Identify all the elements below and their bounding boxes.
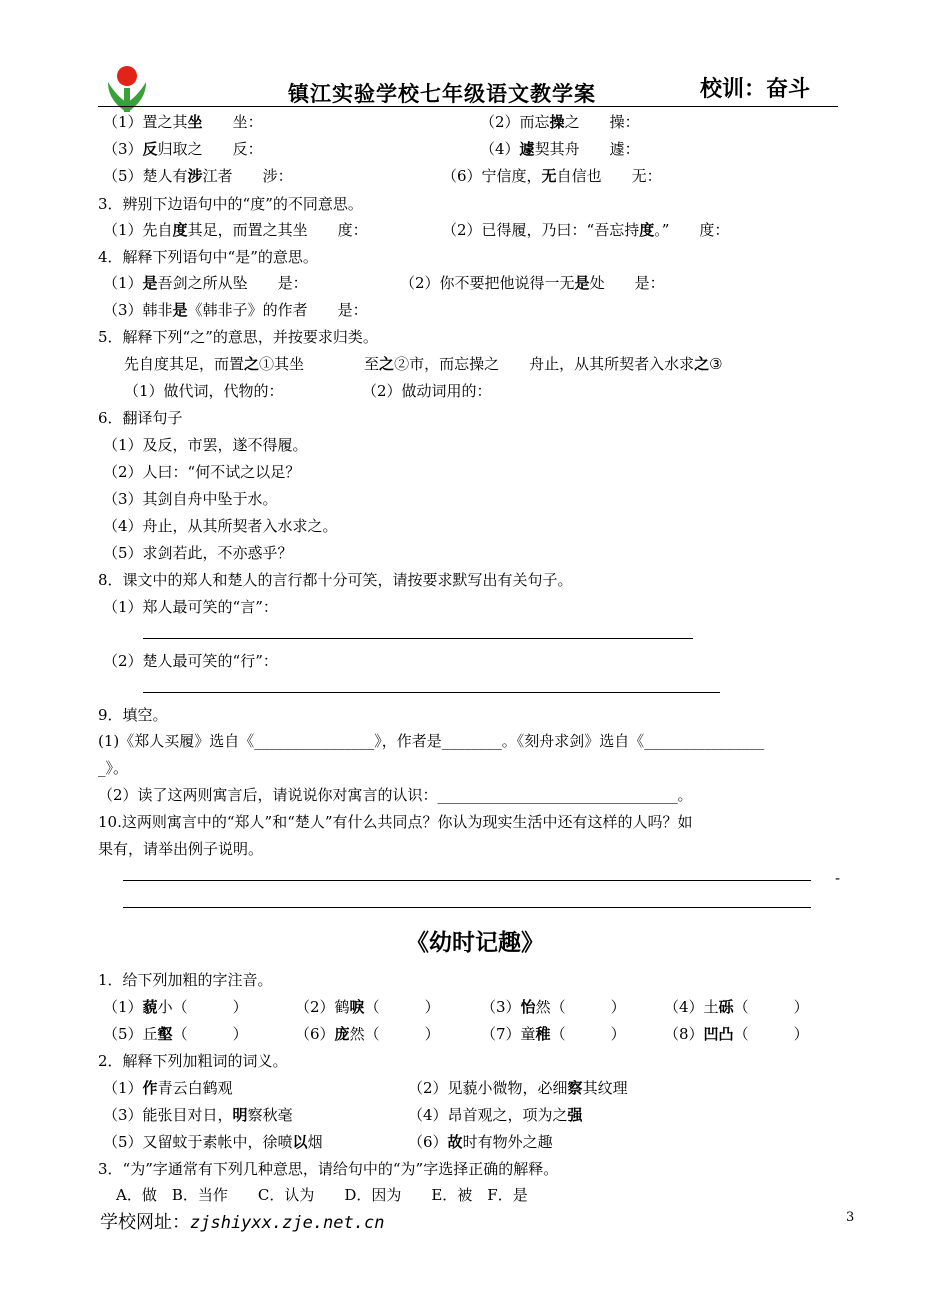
q5-category-1: （1）做代词，代物的： bbox=[124, 382, 284, 400]
q5-prompt: 5．解释下列“之”的意思，并按要求归类。 bbox=[98, 328, 378, 346]
header-rule bbox=[98, 106, 838, 107]
q3-prompt: 3．辨别下边语句中的“度”的不同意思。 bbox=[98, 195, 363, 213]
q9-prompt: 9．填空。 bbox=[98, 706, 168, 724]
s2-q1-item-7: （7）童稚（ ） bbox=[481, 1025, 626, 1043]
s2-q1-item-6: （6）庞然（ ） bbox=[295, 1025, 440, 1043]
s2-q1-item-1: （1）藐小（ ） bbox=[103, 998, 248, 1016]
q4-item-2: （2）你不要把他说得一无是处 是： bbox=[400, 274, 665, 292]
q8-answer-line-1[interactable] bbox=[143, 638, 693, 639]
school-website-url[interactable]: zjshiyxx.zje.net.cn bbox=[190, 1213, 385, 1233]
school-motto: 校训：奋斗 bbox=[700, 76, 811, 102]
q4-item-1: （1）是吾剑之所从坠 是： bbox=[103, 274, 308, 292]
q6-prompt: 6．翻译句子 bbox=[98, 409, 183, 427]
q8-item-2: （2）楚人最可笑的“行”： bbox=[103, 652, 278, 670]
q2-item-1: （1）置之其坐 坐： bbox=[103, 113, 263, 131]
q5-sentence: 先自度其足，而置之①其坐 至之②市，而忘操之 舟止，从其所契者入水求之③ bbox=[124, 355, 723, 373]
section-title: 《幼时记趣》 bbox=[406, 929, 544, 956]
s2-q2-item-6: （6）故时有物外之趣 bbox=[408, 1133, 553, 1151]
q4-prompt: 4．解释下列语句中“是”的意思。 bbox=[98, 248, 318, 266]
s2-q2-item-1: （1）作青云白鹤观 bbox=[103, 1079, 233, 1097]
school-website[interactable]: 学校网址：zjshiyxx.zje.net.cn bbox=[100, 1212, 385, 1233]
s2-q1-item-8: （8）凹凸（ ） bbox=[664, 1025, 809, 1043]
q3-item-1: （1）先自度其足，而置之其坐 度： bbox=[103, 221, 368, 239]
s2-q2-item-2: （2）见藐小微物，必细察其纹理 bbox=[408, 1079, 628, 1097]
s2-q1-item-2: （2）鹤唳（ ） bbox=[295, 998, 440, 1016]
q2-item-6: （6）宁信度，无自信也 无： bbox=[442, 167, 662, 185]
q3-item-2: （2）已得履，乃曰：“吾忘持度。” 度： bbox=[442, 221, 730, 239]
s2-q2-item-4: （4）昂首观之，项为之强 bbox=[408, 1106, 583, 1124]
q6-item-5: （5）求剑若此，不亦惑乎？ bbox=[103, 544, 293, 562]
q2-item-5: （5）楚人有涉江者 涉： bbox=[103, 167, 293, 185]
q2-item-4: （4）遽契其舟 遽： bbox=[480, 140, 640, 158]
q6-item-4: （4）舟止，从其所契者入水求之。 bbox=[103, 517, 338, 535]
s2-q1-item-5: （5）丘壑（ ） bbox=[103, 1025, 248, 1043]
q9-fill-1-cont[interactable]: _》。 bbox=[98, 759, 129, 777]
q10-answer-line-2[interactable] bbox=[123, 907, 811, 908]
q8-answer-line-2[interactable] bbox=[143, 692, 720, 693]
s2-q1-prompt: 1．给下列加粗的字注音。 bbox=[98, 971, 273, 989]
q6-item-1: （1）及反，市罢，遂不得履。 bbox=[103, 436, 308, 454]
s2-q1-item-3: （3）怡然（ ） bbox=[481, 998, 626, 1016]
s2-q2-item-5: （5）又留蚊于素帐中，徐喷以烟 bbox=[103, 1133, 323, 1151]
s2-q3-options: A．做 B．当作 C．认为 D．因为 E．被 F．是 bbox=[116, 1186, 528, 1204]
q9-fill-2[interactable]: （2）读了这两则寓言后，请说说你对寓言的认识：________________________________。 bbox=[98, 786, 693, 804]
q2-item-2: （2）而忘操之 操： bbox=[480, 113, 640, 131]
q10-answer-line-1[interactable] bbox=[123, 880, 811, 881]
q2-item-3: （3）反归取之 反： bbox=[103, 140, 263, 158]
s2-q1-item-4: （4）土砾（ ） bbox=[664, 998, 809, 1016]
school-title: 镇江实验学校七年级语文教学案 bbox=[288, 81, 596, 106]
q10-prompt: 10.这两则寓言中的“郑人”和“楚人”有什么共同点？你认为现实生活中还有这样的人吗？如 bbox=[98, 813, 693, 831]
q9-fill-1[interactable]: (1)《郑人买履》选自《________________》，作者是________。《刻舟求剑》选自《________________ bbox=[98, 732, 765, 750]
q10-prompt-cont: 果有，请举出例子说明。 bbox=[98, 840, 264, 858]
q6-item-3: （3）其剑自舟中坠于水。 bbox=[103, 490, 278, 508]
q8-item-1: （1）郑人最可笑的“言”： bbox=[103, 598, 278, 616]
q6-item-2: （2）人曰：“何不试之以足？ bbox=[103, 463, 301, 481]
page-header bbox=[98, 60, 852, 106]
page-number: 3 bbox=[846, 1210, 855, 1225]
q10-dash: - bbox=[835, 869, 841, 887]
s2-q2-item-3: （3）能张目对日，明察秋毫 bbox=[103, 1106, 293, 1124]
q5-category-2: （2）做动词用的： bbox=[362, 382, 492, 400]
q8-prompt: 8．课文中的郑人和楚人的言行都十分可笑，请按要求默写出有关句子。 bbox=[98, 571, 573, 589]
s2-q3-prompt: 3．“为”字通常有下列几种意思，请给句中的“为”字选择正确的解释。 bbox=[98, 1160, 559, 1178]
s2-q2-prompt: 2．解释下列加粗词的词义。 bbox=[98, 1052, 288, 1070]
q4-item-3: （3）韩非是《韩非子》的作者 是： bbox=[103, 301, 368, 319]
